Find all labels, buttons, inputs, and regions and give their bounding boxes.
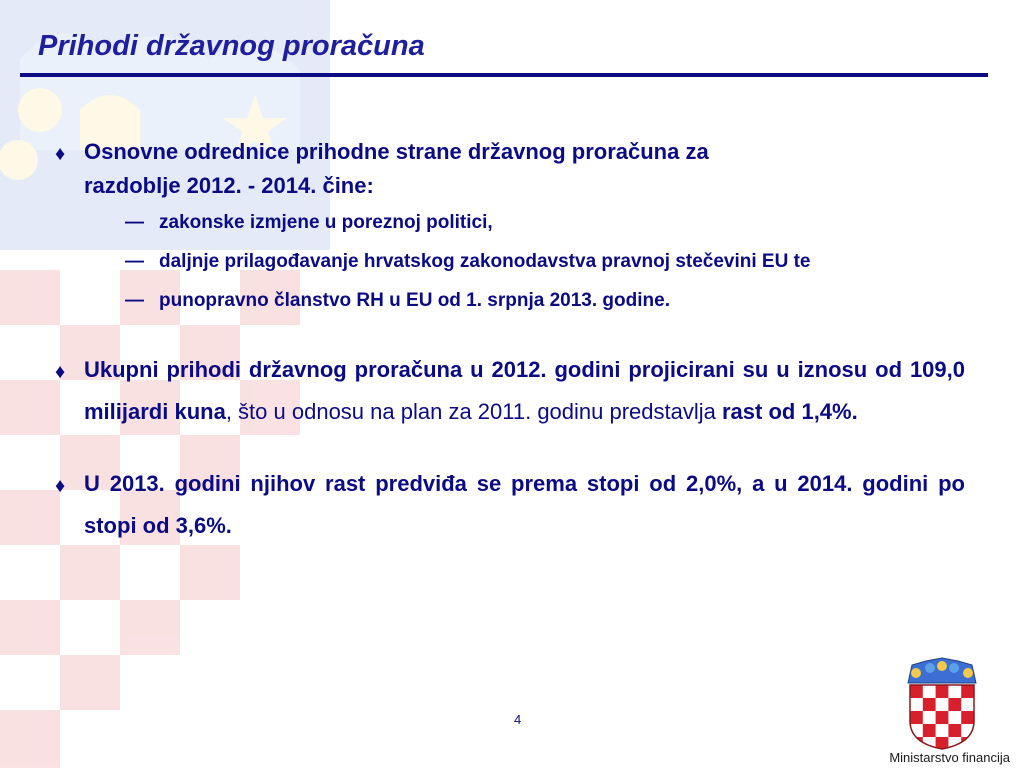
- bullet-2-normal-text: , što u odnosu na plan za 2011. godinu predstavlja: [225, 399, 722, 424]
- sub-list: [84, 211, 965, 313]
- sub-list-item: [125, 289, 965, 313]
- bullet-item-2: [55, 349, 965, 433]
- sub-item-text: punopravno članstvo RH u EU od 1. srpnja 2013. godine.: [159, 290, 670, 311]
- slide-title: Prihodi državnog proračuna: [38, 30, 425, 62]
- bullet-3-text: U 2013. godini njihov rast predviđa se prema stopi od 2,0%, a u 2014. godini po stopi od 3,6%.: [84, 471, 965, 538]
- bullet-1-lead-line2: razdoblje 2012. - 2014. čine:: [84, 173, 374, 198]
- diamond-bullet-icon: ♦: [55, 475, 66, 497]
- title-divider: [20, 73, 988, 77]
- sub-item-text: zakonske izmjene u poreznoj politici,: [159, 212, 493, 233]
- bullet-item-1: [55, 135, 965, 313]
- slide-content: [55, 135, 965, 547]
- dash-bullet-icon: —: [125, 212, 144, 233]
- diamond-bullet-icon: ♦: [55, 143, 66, 165]
- bullet-2-bold-text: Ukupni prihodi državnog proračuna u 2012. godini projicirani su u iznosu od 109,0 milijardi kuna: [84, 357, 965, 424]
- diamond-bullet-icon: ♦: [55, 361, 66, 383]
- sub-list-item: [125, 211, 965, 235]
- page-number: 4: [514, 712, 522, 727]
- bullet-item-3: [55, 463, 965, 547]
- footer-ministry-label: Ministarstvo financija: [889, 750, 1010, 765]
- croatian-coat-of-arms-icon: [902, 655, 982, 751]
- dash-bullet-icon: —: [125, 290, 144, 311]
- bullet-1-lead: Osnovne odrednice prihodne strane državnog proračuna za: [84, 139, 709, 164]
- bullet-2-bold-end: rast od 1,4%.: [722, 399, 858, 424]
- sub-item-text: daljnje prilagođavanje hrvatskog zakonodavstva pravnoj stečevini EU te: [159, 251, 811, 272]
- sub-list-item: [125, 250, 965, 274]
- dash-bullet-icon: —: [125, 251, 144, 272]
